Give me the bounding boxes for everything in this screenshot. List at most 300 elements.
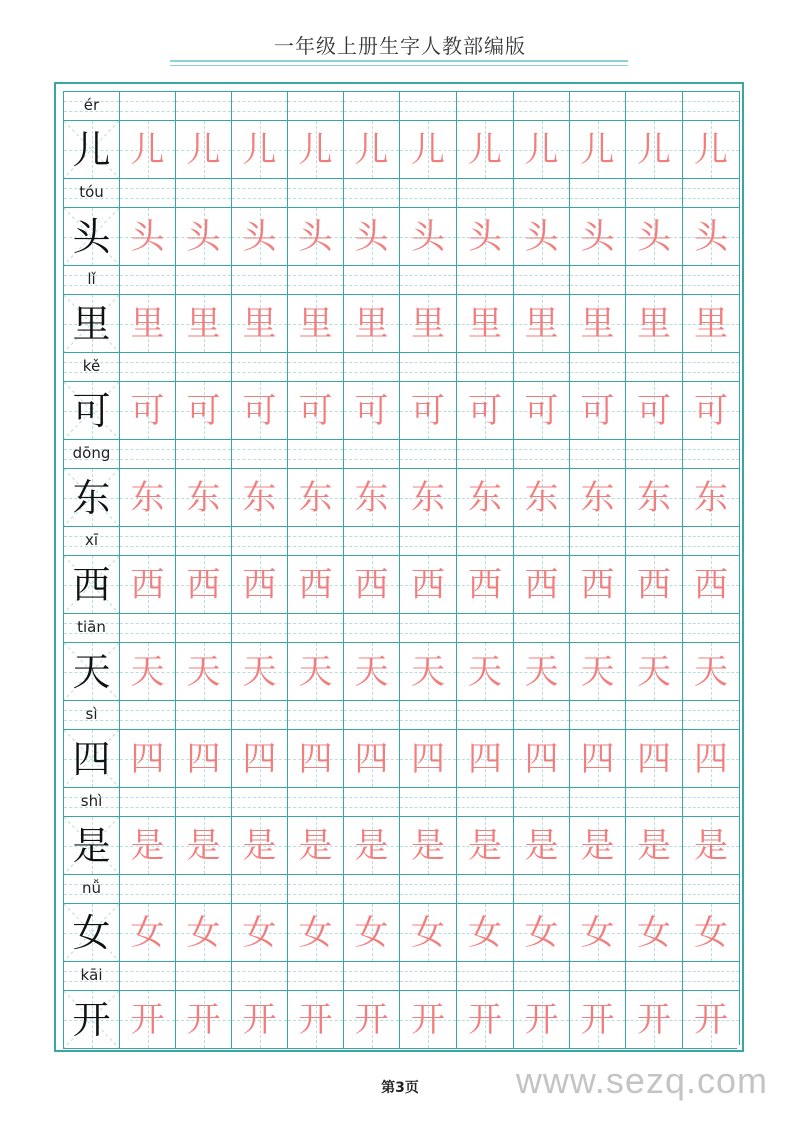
tracing-character: 东 xyxy=(411,477,445,518)
tracing-box xyxy=(513,816,569,874)
tracing-character: 儿 xyxy=(694,129,728,170)
tracing-character: 儿 xyxy=(354,129,389,170)
pinyin-writing-cell xyxy=(119,265,175,294)
tracing-box xyxy=(343,294,399,352)
tracing-box xyxy=(175,468,231,526)
tracing-character: 天 xyxy=(186,651,221,692)
model-character-box xyxy=(63,642,119,700)
pinyin-writing-cell xyxy=(569,874,625,903)
pinyin-writing-cell xyxy=(119,526,175,555)
pinyin-band xyxy=(63,874,737,903)
tracing-character: 儿 xyxy=(468,129,502,170)
tracing-box xyxy=(456,120,513,178)
pinyin-writing-cell xyxy=(231,787,287,816)
character-band xyxy=(63,903,737,961)
model-character-box xyxy=(63,816,119,874)
tracing-character: 西 xyxy=(411,564,445,605)
pinyin-cell xyxy=(63,787,119,816)
tracing-character: 开 xyxy=(298,999,333,1040)
pinyin-band xyxy=(63,265,737,294)
tracing-character: 西 xyxy=(186,564,221,605)
pinyin-writing-cell xyxy=(682,700,739,729)
pinyin-writing-cell xyxy=(119,439,175,468)
character-band xyxy=(63,642,737,700)
pinyin-writing-cell xyxy=(682,613,739,642)
tracing-box xyxy=(287,294,343,352)
tracing-box xyxy=(231,642,287,700)
tracing-character: 四 xyxy=(298,738,333,779)
model-character: 里 xyxy=(72,301,111,346)
tracing-box xyxy=(119,468,175,526)
pinyin-writing-cell xyxy=(682,178,739,207)
tracing-box xyxy=(513,555,569,613)
tracing-box xyxy=(399,468,456,526)
tracing-box xyxy=(682,555,739,613)
pinyin-writing-cell xyxy=(343,352,399,381)
tracing-box xyxy=(231,381,287,439)
pinyin-label: xī xyxy=(84,531,99,549)
tracing-box xyxy=(231,816,287,874)
tracing-character: 里 xyxy=(694,303,728,344)
character-band xyxy=(63,468,737,526)
tracing-box xyxy=(119,120,175,178)
tracing-box xyxy=(119,555,175,613)
character-row xyxy=(63,91,737,178)
pinyin-writing-cell xyxy=(513,526,569,555)
tracing-character: 里 xyxy=(130,303,165,344)
tracing-box xyxy=(343,207,399,265)
tracing-box xyxy=(625,468,682,526)
pinyin-writing-cell xyxy=(119,178,175,207)
pinyin-writing-cell xyxy=(399,178,456,207)
pinyin-writing-cell xyxy=(399,91,456,120)
tracing-box xyxy=(287,381,343,439)
tracing-character: 开 xyxy=(637,999,671,1040)
tracing-box xyxy=(287,468,343,526)
tracing-character: 四 xyxy=(637,738,671,779)
tracing-character: 可 xyxy=(186,390,221,431)
tracing-character: 头 xyxy=(468,216,502,257)
tracing-box xyxy=(175,120,231,178)
pinyin-writing-cell xyxy=(175,874,231,903)
pinyin-writing-cell xyxy=(569,787,625,816)
pinyin-writing-cell xyxy=(456,787,513,816)
tracing-box xyxy=(119,381,175,439)
tracing-box xyxy=(456,468,513,526)
tracing-character: 女 xyxy=(411,912,445,953)
pinyin-writing-cell xyxy=(399,874,456,903)
pinyin-cell xyxy=(63,700,119,729)
pinyin-writing-cell xyxy=(231,526,287,555)
tracing-character: 儿 xyxy=(186,129,221,170)
tracing-box xyxy=(119,816,175,874)
pinyin-writing-cell xyxy=(682,787,739,816)
tracing-character: 是 xyxy=(694,825,728,866)
pinyin-label: sì xyxy=(85,705,98,723)
tracing-box xyxy=(399,990,456,1048)
pinyin-band xyxy=(63,178,737,207)
grid-bottom-edge xyxy=(63,1048,737,1049)
tracing-character: 可 xyxy=(580,390,615,431)
character-band xyxy=(63,207,737,265)
tracing-box xyxy=(231,990,287,1048)
pinyin-writing-cell xyxy=(569,613,625,642)
model-character-box xyxy=(63,468,119,526)
tracing-character: 儿 xyxy=(411,129,445,170)
tracing-box xyxy=(456,903,513,961)
pinyin-label: dōng xyxy=(72,444,111,462)
pinyin-cell xyxy=(63,961,119,990)
tracing-box xyxy=(175,816,231,874)
pinyin-writing-cell xyxy=(175,265,231,294)
model-character-box xyxy=(63,120,119,178)
pinyin-writing-cell xyxy=(513,91,569,120)
tracing-character: 是 xyxy=(524,825,559,866)
tracing-box xyxy=(231,468,287,526)
tracing-box xyxy=(456,729,513,787)
pinyin-writing-cell xyxy=(569,526,625,555)
tracing-box xyxy=(231,729,287,787)
tracing-character: 开 xyxy=(524,999,559,1040)
tracing-character: 东 xyxy=(354,477,389,518)
pinyin-writing-cell xyxy=(119,700,175,729)
tracing-character: 开 xyxy=(186,999,221,1040)
tracing-character: 东 xyxy=(468,477,502,518)
tracing-character: 是 xyxy=(242,825,277,866)
tracing-character: 西 xyxy=(354,564,389,605)
pinyin-writing-cell xyxy=(399,265,456,294)
pinyin-writing-cell xyxy=(231,91,287,120)
pinyin-writing-cell xyxy=(231,613,287,642)
tracing-character: 女 xyxy=(186,912,221,953)
pinyin-writing-cell xyxy=(682,91,739,120)
character-band xyxy=(63,120,737,178)
pinyin-writing-cell xyxy=(513,613,569,642)
tracing-box xyxy=(513,642,569,700)
tracing-box xyxy=(682,120,739,178)
pinyin-writing-cell xyxy=(343,613,399,642)
model-character: 东 xyxy=(72,475,111,520)
pinyin-writing-cell xyxy=(175,439,231,468)
pinyin-cell xyxy=(63,874,119,903)
tracing-character: 头 xyxy=(354,216,389,257)
tracing-character: 里 xyxy=(411,303,445,344)
tracing-character: 四 xyxy=(468,738,502,779)
tracing-character: 头 xyxy=(580,216,615,257)
tracing-character: 里 xyxy=(580,303,615,344)
tracing-box xyxy=(119,294,175,352)
tracing-character: 儿 xyxy=(580,129,615,170)
pinyin-writing-cell xyxy=(231,352,287,381)
tracing-box xyxy=(513,207,569,265)
tracing-box xyxy=(231,294,287,352)
tracing-character: 里 xyxy=(524,303,559,344)
character-row xyxy=(63,961,737,1048)
tracing-box xyxy=(513,903,569,961)
pinyin-writing-cell xyxy=(287,787,343,816)
title-rule-thin xyxy=(170,65,628,66)
tracing-character: 可 xyxy=(694,390,728,431)
tracing-character: 四 xyxy=(130,738,165,779)
tracing-character: 女 xyxy=(524,912,559,953)
model-character-box xyxy=(63,555,119,613)
pinyin-writing-cell xyxy=(399,352,456,381)
tracing-box xyxy=(231,903,287,961)
tracing-character: 是 xyxy=(130,825,165,866)
pinyin-writing-cell xyxy=(343,439,399,468)
pinyin-cell xyxy=(63,91,119,120)
tracing-box xyxy=(343,990,399,1048)
character-row xyxy=(63,265,737,352)
pinyin-writing-cell xyxy=(625,961,682,990)
tracing-character: 西 xyxy=(580,564,615,605)
tracing-box xyxy=(343,381,399,439)
tracing-character: 天 xyxy=(694,651,728,692)
tracing-box xyxy=(456,381,513,439)
tracing-character: 里 xyxy=(298,303,333,344)
tracing-character: 是 xyxy=(637,825,671,866)
tracing-character: 东 xyxy=(242,477,277,518)
pinyin-writing-cell xyxy=(513,352,569,381)
tracing-box xyxy=(513,729,569,787)
pinyin-label: lǐ xyxy=(87,270,96,288)
tracing-box xyxy=(682,729,739,787)
pinyin-writing-cell xyxy=(456,265,513,294)
tracing-character: 可 xyxy=(411,390,445,431)
tracing-character: 西 xyxy=(298,564,333,605)
tracing-box xyxy=(682,207,739,265)
tracing-character: 天 xyxy=(637,651,671,692)
tracing-box xyxy=(456,642,513,700)
pinyin-writing-cell xyxy=(513,961,569,990)
pinyin-writing-cell xyxy=(175,961,231,990)
tracing-box xyxy=(399,207,456,265)
tracing-character: 东 xyxy=(298,477,333,518)
pinyin-label: shì xyxy=(80,792,103,810)
pinyin-label: ér xyxy=(83,96,100,114)
pinyin-band xyxy=(63,91,737,120)
pinyin-writing-cell xyxy=(399,439,456,468)
tracing-box xyxy=(569,120,625,178)
pinyin-writing-cell xyxy=(569,961,625,990)
pinyin-writing-cell xyxy=(513,265,569,294)
tracing-character: 开 xyxy=(130,999,165,1040)
tracing-box xyxy=(175,729,231,787)
pinyin-writing-cell xyxy=(625,352,682,381)
tracing-box xyxy=(569,729,625,787)
tracing-box xyxy=(287,816,343,874)
pinyin-writing-cell xyxy=(456,613,513,642)
tracing-character: 东 xyxy=(580,477,615,518)
tracing-character: 开 xyxy=(411,999,445,1040)
tracing-box xyxy=(682,294,739,352)
tracing-character: 天 xyxy=(411,651,445,692)
pinyin-writing-cell xyxy=(513,178,569,207)
model-character: 头 xyxy=(72,214,111,259)
tracing-box xyxy=(569,990,625,1048)
tracing-character: 开 xyxy=(242,999,277,1040)
pinyin-writing-cell xyxy=(569,178,625,207)
tracing-box xyxy=(399,903,456,961)
tracing-box xyxy=(569,642,625,700)
tracing-box xyxy=(569,381,625,439)
tracing-box xyxy=(513,120,569,178)
tracing-character: 头 xyxy=(637,216,671,257)
pinyin-writing-cell xyxy=(625,265,682,294)
model-character-box xyxy=(63,381,119,439)
tracing-box xyxy=(175,207,231,265)
character-row xyxy=(63,874,737,961)
tracing-box xyxy=(569,903,625,961)
pinyin-writing-cell xyxy=(119,91,175,120)
pinyin-band xyxy=(63,961,737,990)
pinyin-writing-cell xyxy=(513,700,569,729)
tracing-box xyxy=(456,555,513,613)
pinyin-writing-cell xyxy=(119,961,175,990)
title-rule xyxy=(170,60,628,62)
pinyin-writing-cell xyxy=(456,961,513,990)
pinyin-writing-cell xyxy=(625,178,682,207)
pinyin-writing-cell xyxy=(287,91,343,120)
pinyin-writing-cell xyxy=(119,613,175,642)
tracing-character: 头 xyxy=(524,216,559,257)
tracing-character: 女 xyxy=(580,912,615,953)
pinyin-writing-cell xyxy=(175,178,231,207)
tracing-character: 女 xyxy=(298,912,333,953)
character-band xyxy=(63,816,737,874)
tracing-box xyxy=(119,990,175,1048)
pinyin-cell xyxy=(63,439,119,468)
tracing-character: 可 xyxy=(242,390,277,431)
pinyin-writing-cell xyxy=(399,787,456,816)
model-character-box xyxy=(63,903,119,961)
tracing-box xyxy=(287,903,343,961)
pinyin-band xyxy=(63,613,737,642)
tracing-box xyxy=(343,903,399,961)
page-number: 第3页 xyxy=(381,1080,419,1096)
tracing-character: 西 xyxy=(130,564,165,605)
pinyin-writing-cell xyxy=(513,787,569,816)
pinyin-writing-cell xyxy=(231,961,287,990)
tracing-character: 开 xyxy=(580,999,615,1040)
tracing-character: 女 xyxy=(130,912,165,953)
tracing-box xyxy=(625,816,682,874)
pinyin-writing-cell xyxy=(175,352,231,381)
tracing-box xyxy=(399,642,456,700)
pinyin-writing-cell xyxy=(625,526,682,555)
pinyin-writing-cell xyxy=(119,874,175,903)
character-band xyxy=(63,990,737,1048)
tracing-character: 天 xyxy=(242,651,277,692)
tracing-character: 开 xyxy=(468,999,502,1040)
tracing-box xyxy=(175,294,231,352)
pinyin-writing-cell xyxy=(287,526,343,555)
pinyin-writing-cell xyxy=(119,352,175,381)
tracing-box xyxy=(625,903,682,961)
pinyin-writing-cell xyxy=(625,613,682,642)
tracing-character: 四 xyxy=(580,738,615,779)
model-character: 可 xyxy=(72,388,111,433)
pinyin-writing-cell xyxy=(513,874,569,903)
pinyin-writing-cell xyxy=(625,874,682,903)
tracing-character: 西 xyxy=(637,564,671,605)
tracing-box xyxy=(625,642,682,700)
tracing-box xyxy=(343,555,399,613)
tracing-box xyxy=(399,381,456,439)
tracing-character: 里 xyxy=(637,303,671,344)
pinyin-writing-cell xyxy=(682,352,739,381)
tracing-box xyxy=(682,990,739,1048)
tracing-box xyxy=(343,120,399,178)
tracing-box xyxy=(456,207,513,265)
tracing-box xyxy=(343,729,399,787)
tracing-character: 是 xyxy=(468,825,502,866)
tracing-character: 可 xyxy=(468,390,502,431)
tracing-character: 是 xyxy=(354,825,389,866)
tracing-character: 东 xyxy=(130,477,165,518)
pinyin-writing-cell xyxy=(682,265,739,294)
pinyin-writing-cell xyxy=(456,91,513,120)
pinyin-writing-cell xyxy=(625,787,682,816)
tracing-character: 开 xyxy=(694,999,728,1040)
pinyin-writing-cell xyxy=(456,526,513,555)
tracing-box xyxy=(456,990,513,1048)
pinyin-band xyxy=(63,439,737,468)
tracing-character: 头 xyxy=(130,216,165,257)
character-row xyxy=(63,787,737,874)
pinyin-label: nǚ xyxy=(81,879,101,897)
tracing-character: 女 xyxy=(637,912,671,953)
tracing-box xyxy=(231,555,287,613)
tracing-box xyxy=(287,120,343,178)
tracing-character: 东 xyxy=(694,477,728,518)
tracing-character: 里 xyxy=(186,303,221,344)
tracing-box xyxy=(682,468,739,526)
tracing-box xyxy=(119,642,175,700)
tracing-character: 天 xyxy=(468,651,502,692)
pinyin-writing-cell xyxy=(287,178,343,207)
tracing-box xyxy=(513,381,569,439)
pinyin-writing-cell xyxy=(175,613,231,642)
tracing-box xyxy=(231,120,287,178)
pinyin-cell xyxy=(63,352,119,381)
character-row xyxy=(63,178,737,265)
pinyin-writing-cell xyxy=(625,91,682,120)
tracing-character: 天 xyxy=(580,651,615,692)
character-band xyxy=(63,381,737,439)
tracing-box xyxy=(625,381,682,439)
pinyin-band xyxy=(63,700,737,729)
tracing-box xyxy=(625,555,682,613)
model-character: 天 xyxy=(72,649,111,694)
model-character: 西 xyxy=(72,562,111,607)
pinyin-writing-cell xyxy=(287,265,343,294)
pinyin-writing-cell xyxy=(399,613,456,642)
pinyin-writing-cell xyxy=(456,439,513,468)
tracing-box xyxy=(399,120,456,178)
tracing-box xyxy=(513,294,569,352)
pinyin-writing-cell xyxy=(682,439,739,468)
tracing-character: 是 xyxy=(186,825,221,866)
pinyin-label: kě xyxy=(82,357,101,375)
pinyin-writing-cell xyxy=(175,700,231,729)
tracing-character: 女 xyxy=(468,912,502,953)
tracing-character: 天 xyxy=(130,651,165,692)
pinyin-writing-cell xyxy=(569,91,625,120)
model-character: 儿 xyxy=(72,127,111,172)
model-character: 女 xyxy=(72,910,111,955)
tracing-box xyxy=(343,642,399,700)
